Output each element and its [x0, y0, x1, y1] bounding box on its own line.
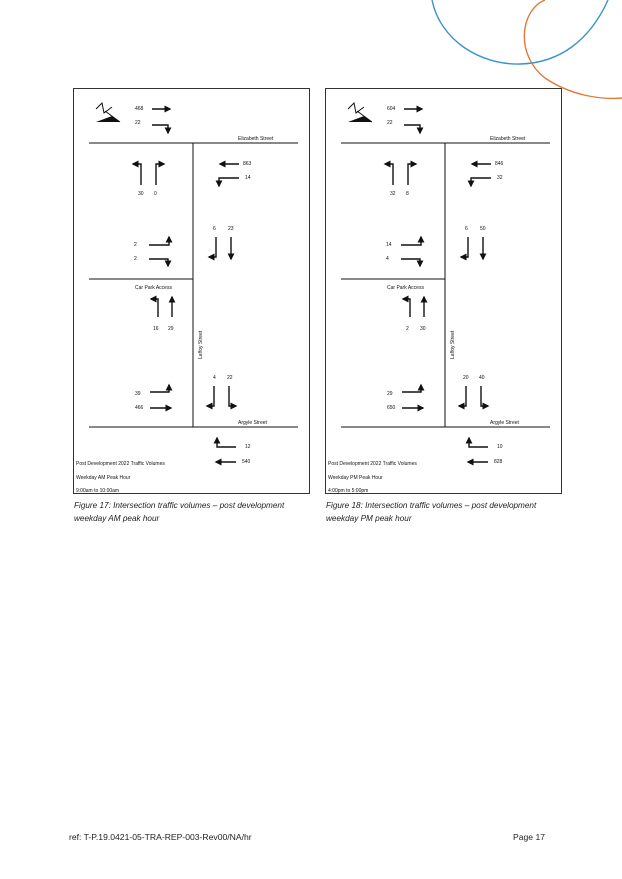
arrow-bottom-turn [217, 438, 236, 447]
volume-low-upper: 39 [135, 391, 141, 397]
volume-low-upper: 29 [387, 391, 393, 397]
north-arrow-icon [96, 103, 120, 122]
label-laffoy-street: Laffoy Street [450, 330, 456, 359]
figure-17-caption: Figure 17: Intersection traffic volumes – post development weekday AM peak hour [74, 501, 285, 523]
volume-bottom-turn: 10 [497, 444, 503, 450]
volume-bottom-turn: 12 [245, 444, 251, 450]
volume-left-a: 30 [138, 191, 144, 197]
arrow-mid-lower [401, 259, 420, 266]
arrow-mid-lower [149, 259, 168, 266]
volume-mid-upper: 14 [386, 242, 392, 248]
label-car-park-access: Car Park Access [387, 285, 424, 291]
volume-low-lower: 466 [135, 405, 144, 411]
arrow-low-vert-right [481, 386, 488, 406]
arrow-low-vert-right [229, 386, 236, 406]
arrow-left-b [156, 164, 164, 185]
arrow-top-turn [152, 125, 168, 133]
volume-right-through: 846 [495, 161, 504, 167]
arrow-bottom-turn [469, 438, 488, 447]
volume-top-turn: 22 [135, 120, 141, 126]
arrow-mid-upper [149, 237, 169, 245]
volume-low-vert-right: 22 [227, 375, 233, 381]
volume-bottom-through: 540 [242, 459, 251, 465]
volume-vert-right: 50 [480, 226, 486, 232]
volume-right-turn: 14 [245, 175, 251, 181]
label-car-park-access: Car Park Access [135, 285, 172, 291]
orange-arc [524, 0, 622, 98]
volume-low-vert-left: 4 [213, 375, 216, 381]
volume-low-lower: 650 [387, 405, 396, 411]
volume-mid-upper: 2 [134, 242, 137, 248]
volume-mid-lower: 4 [386, 256, 389, 262]
label-argyle-street: Argyle Street [490, 420, 519, 426]
volume-left-a: 32 [390, 191, 396, 197]
volume-vert-right: 23 [228, 226, 234, 232]
arrow-left-a [385, 164, 393, 185]
arrow-mid-upper [401, 237, 421, 245]
arrow-access-left [151, 299, 158, 317]
info-title: Post Development 2022 Traffic Volumes [328, 461, 417, 467]
volume-access-left: 2 [406, 326, 409, 332]
arrow-vert-left [461, 237, 468, 257]
volume-right-through: 863 [243, 161, 252, 167]
arrow-vert-left [209, 237, 216, 257]
arrow-low-vert-left [459, 386, 466, 406]
arrow-right-turn [219, 178, 239, 186]
volume-left-b: 0 [154, 191, 157, 197]
info-period: Weekday AM Peak Hour [76, 475, 131, 481]
arrow-low-upper [402, 385, 421, 392]
volume-mid-lower: 2 [134, 256, 137, 262]
volume-bottom-through: 828 [494, 459, 503, 465]
figure-18-caption: Figure 18: Intersection traffic volumes – post development weekday PM peak hour [326, 501, 537, 523]
volume-top-through: 468 [135, 106, 144, 112]
figure-pm-intersection-diagram [325, 88, 562, 494]
arrow-low-vert-left [207, 386, 214, 406]
arrow-low-upper [150, 385, 169, 392]
volume-left-b: 8 [406, 191, 409, 197]
figure-am-intersection-diagram [73, 88, 310, 494]
north-arrow-icon [348, 103, 372, 122]
intersection-diagram [326, 89, 563, 495]
volume-low-vert-left: 20 [463, 375, 469, 381]
volume-right-turn: 32 [497, 175, 503, 181]
arrow-left-b [408, 164, 416, 185]
volume-low-vert-right: 40 [479, 375, 485, 381]
arrow-right-turn [471, 178, 491, 186]
volume-vert-left: 6 [213, 226, 216, 232]
page-number: Page 17 [513, 832, 546, 842]
intersection-diagram [74, 89, 311, 495]
info-period: Weekday PM Peak Hour [328, 475, 383, 481]
label-argyle-street: Argyle Street [238, 420, 267, 426]
volume-access-right: 30 [420, 326, 426, 332]
label-elizabeth-street: Elizabeth Street [490, 136, 526, 142]
info-time: 4:00pm to 5:00pm [328, 488, 369, 494]
arrow-access-left [403, 299, 410, 317]
info-title: Post Development 2022 Traffic Volumes [76, 461, 165, 467]
arrow-left-a [133, 164, 141, 185]
volume-top-through: 604 [387, 106, 396, 112]
info-time: 9:00am to 10:00am [76, 488, 120, 494]
volume-vert-left: 6 [465, 226, 468, 232]
arrow-top-turn [404, 125, 420, 133]
volume-top-turn: 22 [387, 120, 393, 126]
label-elizabeth-street: Elizabeth Street [238, 136, 274, 142]
document-reference: ref: T-P.19.0421-05-TRA-REP-003-Rev00/NA/hr [69, 832, 252, 842]
blue-arc [432, 0, 608, 64]
volume-access-right: 29 [168, 326, 174, 332]
volume-access-left: 16 [153, 326, 159, 332]
label-laffoy-street: Laffoy Street [198, 330, 204, 359]
